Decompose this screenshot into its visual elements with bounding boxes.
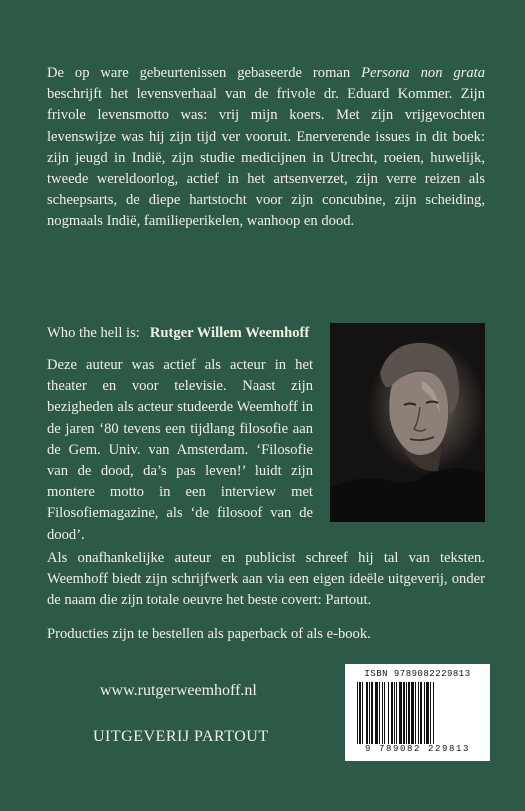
publisher-paragraph: Als onafhankelijke auteur en publicist schreef hij tal van teksten. Weemhoff biedt zijn schrijfwerk aan via een eigen ideële uitgeverij, onder de naam die zijn totale oeuvre het beste covert: Partout.	[47, 550, 485, 609]
blurb-intro: De op ware gebeurtenissen gebaseerde roman	[47, 65, 362, 81]
barcode-bars	[355, 682, 480, 744]
book-title: Persona non grata	[361, 65, 485, 81]
availability-paragraph: Producties zijn te bestellen als paperback of als e-book.	[47, 626, 371, 642]
website-link[interactable]: www.rutgerweemhoff.nl	[100, 682, 257, 699]
author-heading	[47, 323, 317, 344]
isbn-barcode	[345, 664, 490, 761]
author-name: Rutger Willem Weemhoff	[149, 325, 310, 341]
isbn-label: ISBN 9789082229813	[364, 669, 471, 679]
isbn-digits: 9 789082 229813	[364, 744, 470, 754]
who-label: Who the hell is:	[47, 325, 140, 341]
author-photo	[330, 323, 485, 522]
book-blurb	[47, 63, 485, 233]
publisher-name: UITGEVERIJ PARTOUT	[93, 728, 269, 745]
author-bio: Deze auteur was actief als acteur in het theater en voor televisie. Naast zijn bezigheden als acteur studeerde Weemhoff in de jaren ‘80 tevens een tijdlang filosofie aan de Gem. Univ. van Amsterdam. ‘Filosofie van de dood, da’s pas leven!’ luidt zijn montere motto in een interview met Filosofiemagazine, als ‘de filosoof van de dood’.	[47, 357, 313, 543]
blurb-rest: beschrijft het levensverhaal van de frivole dr. Eduard Kommer. Zijn frivole levensmotto was: vrij mijn koers. Met zijn vrijgevochten levenswijze was hij zijn tijd ver vooruit. Enerverende issues in dit boek: zijn jeugd in Indië, zijn studie medicijnen in Utrecht, roeien, huwelijk, tweede wereldoorlog, actief in het artsenverzet, zijn verre reizen als scheepsarts, de diepe hartstocht voor zijn concubine, zijn scheiding, nogmaals Indië, familieperikelen, wanhoop en dood.	[47, 86, 485, 230]
